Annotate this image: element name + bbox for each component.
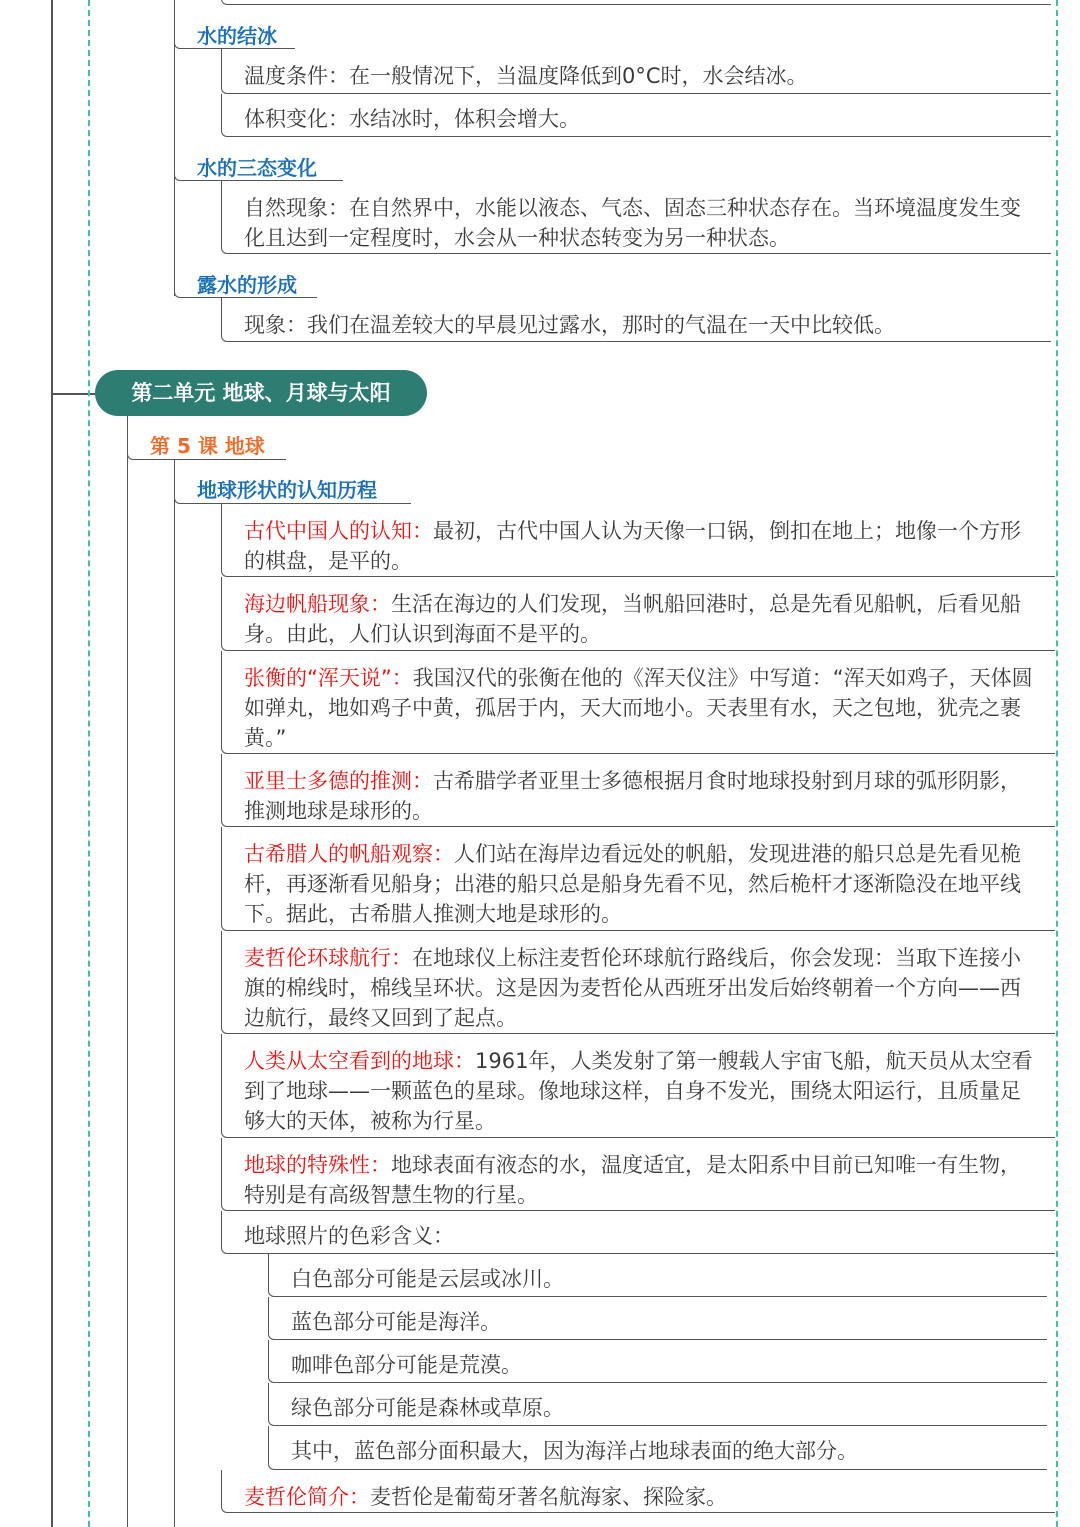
item-ancient-china: 古代中国人的认知：最初，古代中国人认为天像一口锅，倒扣在地上；地像一个方形的棋盘，是平的。 <box>221 504 1055 577</box>
item-zhang-heng: 张衡的“浑天说”：我国汉代的张衡在他的《浑天仪注》中写道：“浑天如鸡子，天体圆如弹丸，地如鸡子中黄，孤居于内，天大而地小。天表里有水，天之包地，犹壳之裹黄。” <box>221 651 1055 754</box>
unit-branch-line <box>127 416 128 1527</box>
dew-item: 现象：我们在温差较大的早晨见过露水，那时的气温在一天中比较低。 <box>221 298 1051 342</box>
topic-water-three-states: 水的三态变化 <box>197 156 317 180</box>
color-item-green: 绿色部分可能是森林或草原。 <box>268 1383 1047 1426</box>
item-greek-sailboat: 古希腊人的帆船观察：人们站在海岸边看远处的帆船，发现进港的船只总是先看见桅杆，再逐渐看见船身；出港的船只总是船身先看不见，然后桅杆才逐渐隐没在地平线下。据此，古希腊人推测大地是球形的。 <box>221 827 1055 931</box>
color-item-summary: 其中，蓝色部分面积最大，因为海洋占地球表面的绝大部分。 <box>268 1426 1047 1470</box>
topic-underline <box>174 20 295 49</box>
color-item-blue: 蓝色部分可能是海洋。 <box>268 1297 1047 1340</box>
freezing-item-volume: 体积变化：水结冰时，体积会增大。 <box>221 94 1051 137</box>
topic-underline <box>174 474 411 504</box>
topic-underline <box>174 267 317 298</box>
color-item-white: 白色部分可能是云层或冰川。 <box>268 1254 1047 1297</box>
topic-earth-shape-history[interactable]: 地球形状的认知历程 <box>197 478 377 502</box>
lesson-branch-line <box>174 460 175 1527</box>
freezing-item-temperature: 温度条件：在一般情况下，当温度降低到0°C时，水会结冰。 <box>221 49 1051 94</box>
item-earth-from-space: 人类从太空看到的地球：1961年，人类发射了第一艘载人宇宙飞船，航天员从太空看到了地球——一颗蓝色的星球。像地球这样，自身不发光，围绕太阳运行，且质量足够大的天体，被称为行星。 <box>221 1034 1055 1138</box>
item-seaside-sailboat: 海边帆船现象：生活在海边的人们发现，当帆船回港时，总是先看见船帆，后看见船身。由此，人们认识到海面不是平的。 <box>221 577 1055 651</box>
item-magellan-intro: 麦哲伦简介：麦哲伦是葡萄牙著名航海家、探险家。 <box>221 1470 1055 1513</box>
partial-top-node <box>221 0 1051 5</box>
left-dashed-border <box>88 0 90 1527</box>
color-item-brown: 咖啡色部分可能是荒漠。 <box>268 1340 1047 1383</box>
lesson-underline <box>127 430 286 460</box>
topic-water-freezing: 水的结冰 <box>197 24 277 48</box>
three-states-item: 自然现象：在自然界中，水能以液态、气态、固态三种状态存在。当环境温度发生变化且达到一定程度时，水会从一种状态转变为另一种状态。 <box>221 181 1051 254</box>
lesson-5-title[interactable]: 第 5 课 地球 <box>150 434 265 458</box>
topic-underline <box>174 150 343 181</box>
unit-2-title[interactable]: 第二单元 地球、月球与太阳 <box>95 370 427 416</box>
root-branch-line <box>51 0 53 1527</box>
item-aristotle: 亚里士多德的推测：古希腊学者亚里士多德根据月食时地球投射到月球的弧形阴影，推测地球是球形的。 <box>221 754 1055 827</box>
item-photo-colors: 地球照片的色彩含义： <box>221 1211 1055 1254</box>
topic-dew-formation: 露水的形成 <box>197 273 297 297</box>
right-dashed-border <box>1056 0 1058 1527</box>
item-earth-uniqueness: 地球的特殊性：地球表面有液态的水，温度适宜，是太阳系中目前已知唯一有生物，特别是有高级智慧生物的行星。 <box>221 1138 1055 1211</box>
item-magellan-voyage: 麦哲伦环球航行：在地球仪上标注麦哲伦环球航行路线后，你会发现：当取下连接小旗的棉线时，棉线呈环状。这是因为麦哲伦从西班牙出发后始终朝着一个方向——西边航行，最终又回到了起点。 <box>221 931 1055 1034</box>
